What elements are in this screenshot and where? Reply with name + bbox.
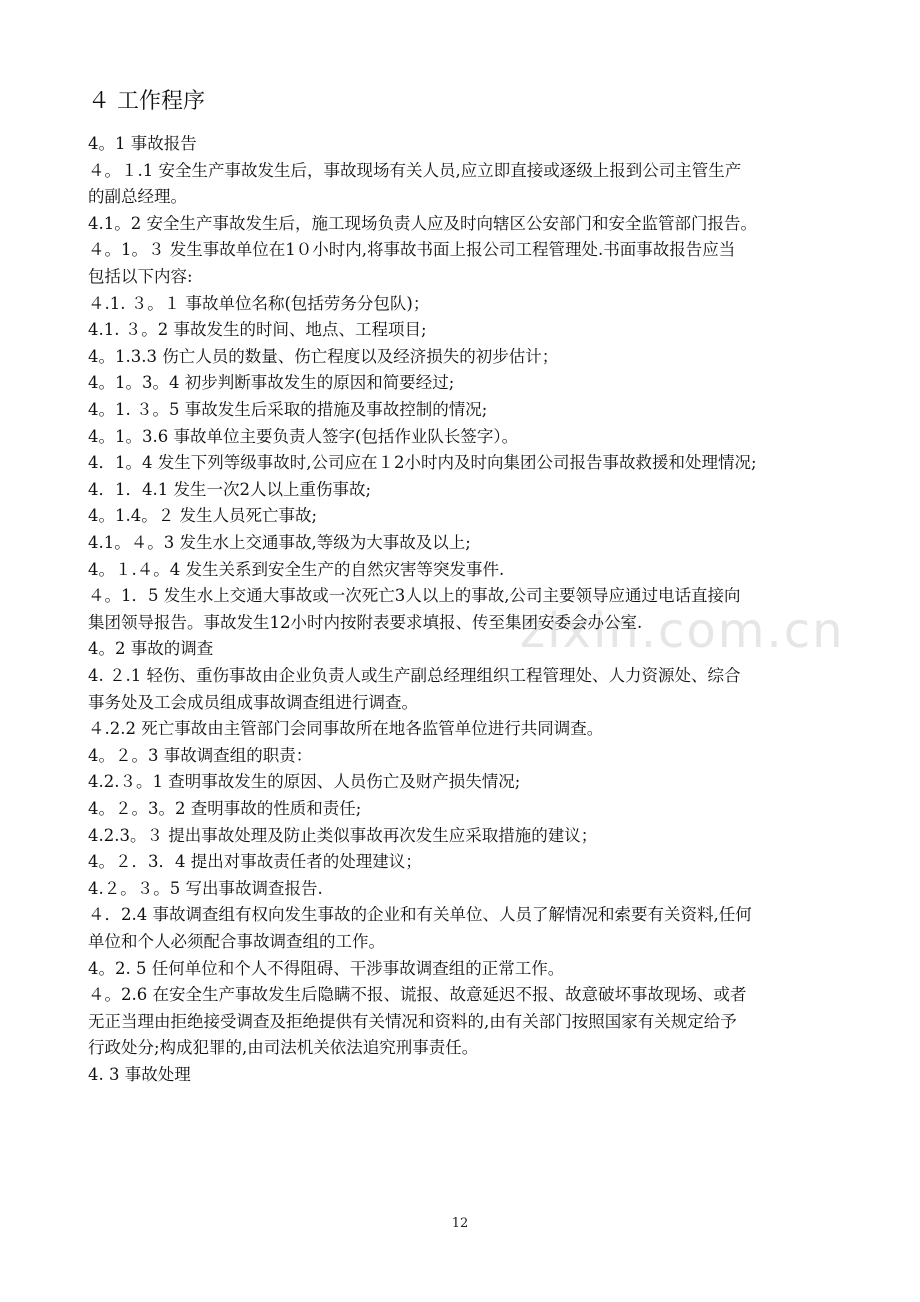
text-line: 4.2.3。３ 提出事故处理及防止类似事故再次发生应采取措施的建议； xyxy=(88,825,598,845)
text-line: 4. ２.1 轻伤、重伤事故由企业负责人或生产副总经理组织工程管理处、人力资源处、综合 xyxy=(88,666,741,685)
text-line: 无正当理由拒绝接受调查及拒绝提供有关情况和资料的,由有关部门按照国家有关规定给予 xyxy=(88,1011,737,1031)
text-line: 4.1。2 安全生产事故发生后，施工现场负责人应及时向辖区公安部门和安全监管部门报告。 xyxy=(88,213,757,233)
text-line: ４.2.2 死亡事故由主管部门会同事故所在地各监管单位进行共同调查。 xyxy=(88,719,604,739)
section-heading: ４ 工作程序 xyxy=(88,89,205,114)
text-line: 4。2. 5 任何单位和个人不得阻碍、干涉事故调查组的正常工作。 xyxy=(88,958,565,978)
text-line: 4。1。3。4 初步判断事故发生的原因和简要经过; xyxy=(88,373,455,393)
text-line: 包括以下内容: xyxy=(88,267,193,286)
text-line: 4.1。４。3 发生水上交通事故,等级为大事故及以上; xyxy=(88,533,471,552)
text-line: 4。1. ３。5 事故发生后采取的措施及事故控制的情况; xyxy=(88,400,488,419)
text-line: 集团领导报告。事故发生12小时内按附表要求填报、传至集团安委会办公室. xyxy=(88,612,643,632)
text-line: 4。１.４。4 发生关系到安全生产的自然灾害等突发事件. xyxy=(88,559,505,579)
text-line: ４．2.4 事故调查组有权向发生事故的企业和有关单位、人员了解情况和索要有关资料,任何 xyxy=(88,905,752,925)
text-line: 4。２。3 事故调查组的职责： xyxy=(88,745,313,765)
text-line: 4。2 事故的调查 xyxy=(88,639,214,659)
watermark-text: zixin.com.cn xyxy=(520,603,845,659)
text-line: 4.２。３。5 写出事故调查报告. xyxy=(88,878,323,898)
text-line: ４。1．5 发生水上交通大事故或一次死亡3人以上的事故,公司主要领导应通过电话直接向 xyxy=(88,586,741,606)
text-line: 4.2.３。1 查明事故发生的原因、人员伤亡及财产损失情况; xyxy=(88,772,521,792)
text-line: 4．1。4 发生下列等级事故时,公司应在１2小时内及时向集团公司报告事故救援和处理情况; xyxy=(88,453,757,473)
text-line: ４。2.6 在安全生产事故发生后隐瞒不报、谎报、故意延迟不报、故意破坏事故现场、或者 xyxy=(88,985,747,1005)
text-line: 4。1.4。２ 发生人员死亡事故; xyxy=(88,506,318,526)
text-line: 事务处及工会成员组成事故调查组进行调查。 xyxy=(88,692,418,712)
text-line: 4。1。3.6 事故单位主要负责人签字(包括作业队长签字）。 xyxy=(88,426,519,446)
text-line: 4．1．4.1 发生一次2人以上重伤事故; xyxy=(88,479,372,499)
text-line: 单位和个人必须配合事故调查组的工作。 xyxy=(88,932,385,951)
page-number: 12 xyxy=(451,1216,469,1231)
text-line: 4。２．3．4 提出对事故责任者的处理建议； xyxy=(88,852,422,872)
text-line: 4.1. ３。2 事故发生的时间、地点、工程项目; xyxy=(88,320,427,340)
text-line: 4。２。3。2 查明事故的性质和责任; xyxy=(88,799,362,818)
text-line: 行政处分;构成犯罪的,由司法机关依法追究刑事责任。 xyxy=(88,1038,479,1058)
text-line: 的副总经理。 xyxy=(88,187,187,207)
text-line: 4。1.3.3 伤亡人员的数量、伤亡程度以及经济损失的初步估计； xyxy=(88,346,559,366)
text-line: 4. 3 事故处理 xyxy=(88,1065,191,1084)
text-line: 4。1 事故报告 xyxy=(88,134,197,153)
text-line: ４。1。３ 发生事故单位在1０小时内,将事故书面上报公司工程管理处.书面事故报告应当 xyxy=(88,240,736,260)
text-line: ４。１.1 安全生产事故发生后，事故现场有关人员,应立即直接或逐级上报到公司主管生产 xyxy=(88,160,742,180)
text-line: ４.1. ３。１ 事故单位名称(包括劳务分包队)； xyxy=(88,293,430,313)
